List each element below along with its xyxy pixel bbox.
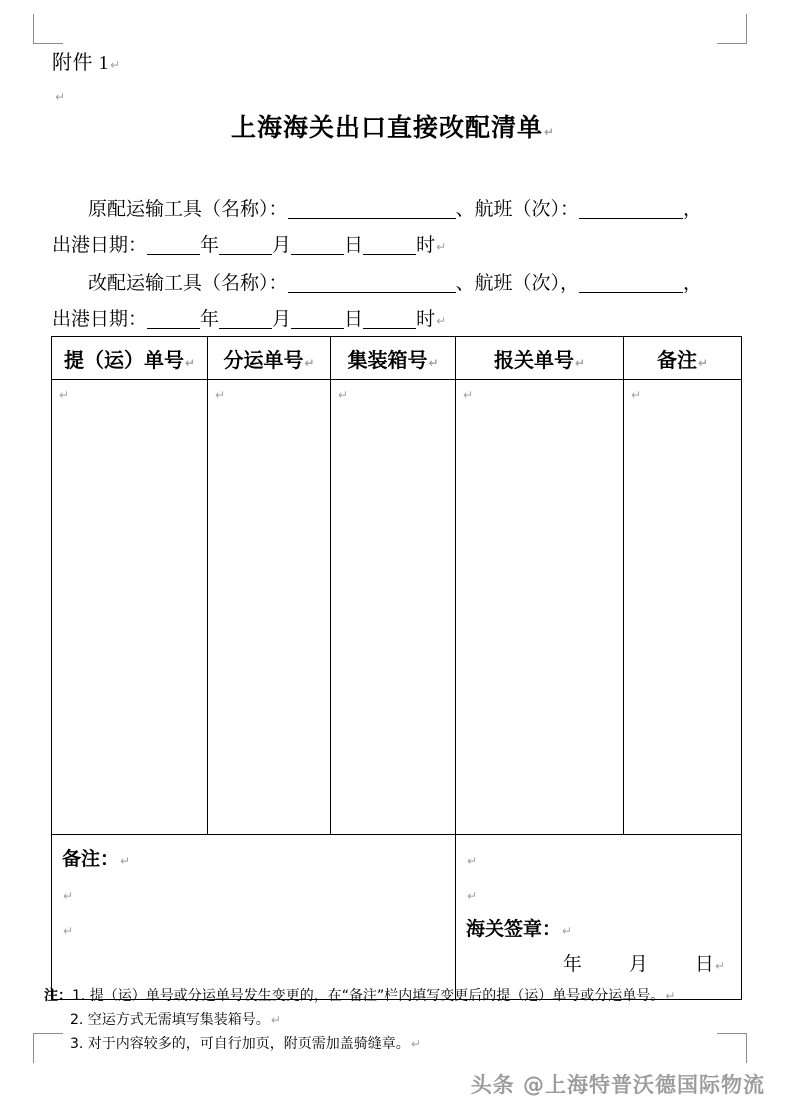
revised-day-unit: 日 — [344, 309, 364, 330]
column-header-label: 提（运）单号 — [63, 349, 184, 372]
cell-remark[interactable] — [624, 380, 742, 835]
revised-vessel-label: 改配运输工具（名称）： — [88, 273, 288, 294]
seal-date-year: 年 — [562, 954, 582, 975]
pilcrow-icon: ↵ — [338, 388, 349, 402]
blank-paragraph-mark — [54, 88, 65, 106]
seal-date-month: 月 — [628, 954, 648, 975]
revised-month-input[interactable] — [219, 311, 272, 329]
revised-month-unit: 月 — [272, 309, 292, 330]
original-flight-input[interactable] — [579, 201, 683, 219]
column-header-label: 备注 — [656, 349, 697, 372]
revised-hour-unit: 时 — [416, 309, 436, 330]
original-day-input[interactable] — [291, 237, 344, 255]
pilcrow-icon: ↵ — [270, 1013, 281, 1027]
revised-year-unit: 年 — [200, 309, 220, 330]
note-text: 3. 对于内容较多的，可自行加页，附页需加盖骑缝章。 — [70, 1036, 410, 1052]
original-vessel-input[interactable] — [288, 201, 456, 219]
column-header-label: 集装箱号 — [347, 349, 428, 372]
cell-bill-no[interactable] — [52, 380, 208, 835]
pilcrow-icon: ↵ — [463, 388, 474, 402]
footer-seal-date-row — [466, 948, 731, 983]
notes-prefix: 注： — [44, 988, 72, 1004]
revised-year-input[interactable] — [147, 311, 200, 329]
note-item-2 — [44, 1008, 744, 1032]
revised-departure-label: 出港日期： — [52, 309, 148, 330]
pilcrow-icon: ↵ — [562, 924, 573, 938]
note-text: 2. 空运方式无需填写集装箱号。 — [70, 1012, 270, 1028]
footer-remark-line-1 — [62, 843, 445, 878]
attachment-label-text: 附件 1 — [52, 52, 109, 74]
revised-day-input[interactable] — [291, 311, 344, 329]
pilcrow-icon: ↵ — [714, 959, 725, 973]
page-title-text: 上海海关出口直接改配清单 — [230, 113, 543, 142]
revised-vessel-row — [52, 266, 740, 302]
original-vessel-label: 原配运输工具（名称）： — [88, 199, 288, 220]
pilcrow-icon: ↵ — [428, 355, 439, 370]
revised-vessel-input[interactable] — [288, 275, 456, 293]
page-title — [0, 108, 785, 144]
revised-transport-block — [52, 266, 740, 339]
pilcrow-icon: ↵ — [120, 854, 131, 868]
pilcrow-icon: ↵ — [184, 355, 196, 370]
footer-seal-label: 海关签章： — [466, 919, 562, 940]
original-day-unit: 日 — [344, 235, 364, 256]
table-row — [52, 380, 742, 835]
footer-remark-line-2 — [62, 878, 445, 913]
note-text: 1. 提（运）单号或分运单号发生变更的，在“备注”栏内填写变更后的提（运）单号或分运单号。 — [72, 988, 665, 1004]
pilcrow-icon: ↵ — [436, 314, 447, 328]
table-header-row — [52, 337, 742, 380]
revised-trailing-punct: ， — [683, 273, 703, 294]
pilcrow-icon: ↵ — [665, 989, 676, 1003]
revised-hour-input[interactable] — [363, 311, 416, 329]
pilcrow-icon: ↵ — [467, 889, 478, 903]
original-month-input[interactable] — [219, 237, 272, 255]
original-hour-input[interactable] — [363, 237, 416, 255]
footer-seal-line-2 — [466, 878, 731, 913]
pilcrow-icon: ↵ — [304, 355, 315, 370]
footer-seal-line-3 — [466, 913, 731, 948]
pilcrow-icon: ↵ — [543, 125, 555, 139]
pilcrow-icon: ↵ — [63, 889, 74, 903]
pilcrow-icon: ↵ — [55, 90, 66, 104]
watermark: 头条 @上海特普沃德国际物流 — [470, 1073, 765, 1097]
column-header-house-bill-no — [208, 337, 331, 380]
manifest-table — [51, 336, 742, 1000]
footer-seal-line-1 — [466, 843, 731, 878]
footer-remark-label: 备注： — [62, 849, 120, 870]
table-header — [52, 337, 742, 380]
original-year-unit: 年 — [200, 235, 220, 256]
seal-date-day: 日 — [694, 954, 714, 975]
table-body — [52, 380, 742, 1000]
pilcrow-icon: ↵ — [436, 240, 447, 254]
original-transport-block — [52, 192, 740, 265]
note-item-3 — [44, 1032, 744, 1056]
footer-remark-line-3 — [62, 913, 445, 948]
pilcrow-icon: ↵ — [410, 1037, 421, 1051]
column-header-bill-no — [52, 337, 208, 380]
original-hour-unit: 时 — [416, 235, 436, 256]
table-footer-row — [52, 835, 742, 1000]
footer-seal-cell[interactable] — [456, 835, 742, 1000]
original-separator: 、 — [455, 199, 475, 220]
note-item-1 — [44, 984, 744, 1008]
revised-separator: 、 — [455, 273, 475, 294]
pilcrow-icon: ↵ — [574, 355, 586, 370]
column-header-label: 报关单号 — [493, 349, 574, 372]
cell-declaration-no[interactable] — [456, 380, 624, 835]
revised-flight-input[interactable] — [579, 275, 683, 293]
pilcrow-icon: ↵ — [215, 388, 226, 402]
pilcrow-icon: ↵ — [59, 388, 70, 402]
crop-mark-top-right-icon — [711, 14, 747, 50]
footer-remark-cell[interactable] — [52, 835, 456, 1000]
pilcrow-icon: ↵ — [110, 58, 121, 72]
crop-mark-top-left-icon — [33, 14, 69, 50]
pilcrow-icon: ↵ — [467, 854, 478, 868]
pilcrow-icon: ↵ — [63, 924, 74, 938]
revised-flight-label: 航班（次）， — [474, 273, 580, 294]
attachment-label — [52, 46, 120, 75]
original-month-unit: 月 — [272, 235, 292, 256]
original-trailing-punct: ， — [683, 199, 703, 220]
cell-house-bill-no[interactable] — [208, 380, 331, 835]
original-year-input[interactable] — [147, 237, 200, 255]
original-vessel-row — [52, 192, 740, 228]
revised-departure-row — [52, 302, 740, 339]
original-departure-row — [52, 228, 740, 265]
column-header-remark — [624, 337, 742, 380]
column-header-declaration-no — [456, 337, 624, 380]
pilcrow-icon: ↵ — [697, 355, 709, 370]
pilcrow-icon: ↵ — [631, 388, 642, 402]
cell-container-no[interactable] — [331, 380, 456, 835]
original-departure-label: 出港日期： — [52, 235, 148, 256]
column-header-label: 分运单号 — [223, 349, 304, 372]
original-flight-label: 航班（次）： — [474, 199, 580, 220]
column-header-container-no — [331, 337, 456, 380]
notes-block — [44, 984, 744, 1056]
